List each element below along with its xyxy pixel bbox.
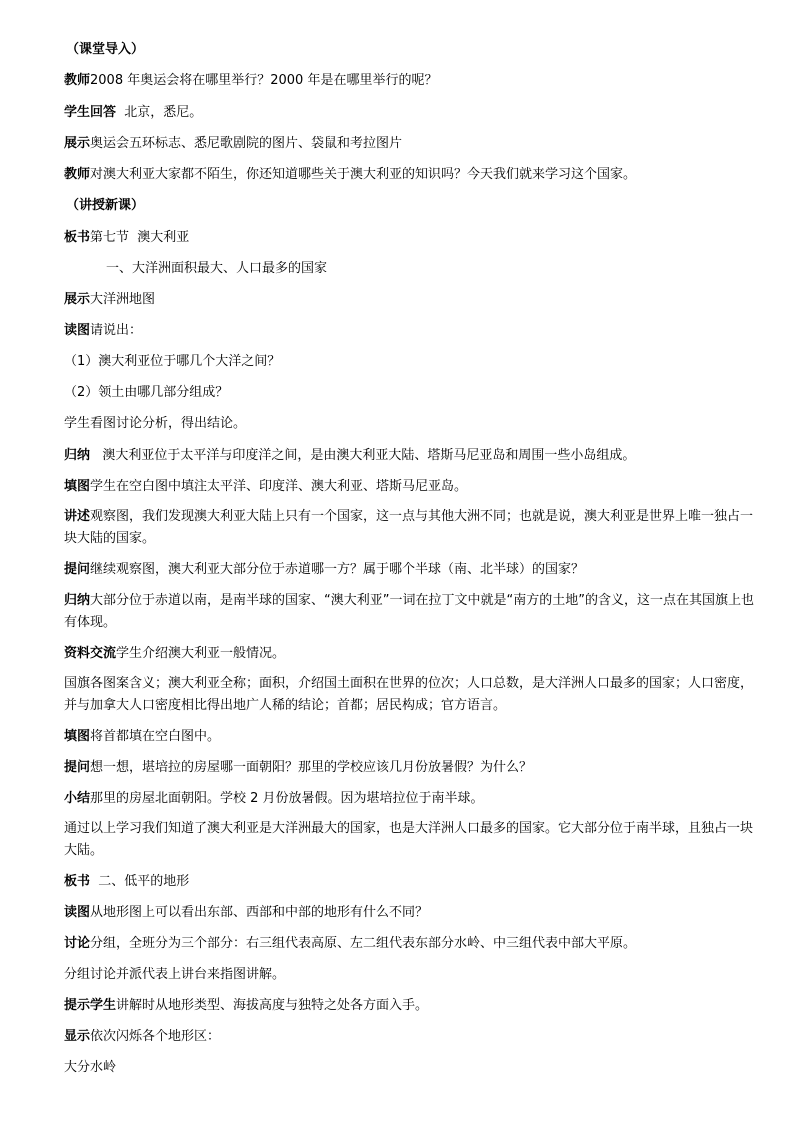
- paragraph: 提问想一想，堪培拉的房屋哪一面朝阳？那里的学校应该几月份放暑假？为什么？: [64, 760, 533, 775]
- paragraph: 学生回答 北京，悉尼。: [64, 105, 203, 120]
- list-item: （1）澳大利亚位于哪几个大洋之间？: [64, 354, 281, 369]
- paragraph: 填图将首都填在空白图中。: [64, 729, 221, 744]
- paragraph: 小结那里的房屋北面朝阳。学校 2 月份放暑假。因为堪培拉位于南半球。: [64, 791, 484, 806]
- paragraph: 读图从地形图上可以看出东部、西部和中部的地形有什么不同？: [64, 905, 429, 920]
- paragraph: 资料交流学生介绍澳大利亚一般情况。: [64, 646, 286, 661]
- paragraph: 填图学生在空白图中填注太平洋、印度洋、澳大利亚、塔斯马尼亚岛。: [64, 479, 468, 494]
- paragraph: 提示学生讲解时从地形类型、海拔高度与独特之处各方面入手。: [64, 998, 429, 1013]
- paragraph: 国旗各图案含义；澳大利亚全称；面积，介绍国土面积在世界的位次；人口总数，是大洋洲人口最多的国家；人口密度，并与加拿大人口密度相比得出地广人稀的结论；首都；居民构成；官方语言。: [64, 676, 754, 713]
- paragraph: 归纳大部分位于赤道以南，是南半球的国家、“澳大利亚”一词在拉丁文中就是“南方的土地”的含义，这一点在其国旗上也有体现。: [64, 593, 754, 630]
- paragraph: 展示大洋洲地图: [64, 292, 156, 307]
- paragraph: 学生看图讨论分析，得出结论。: [64, 416, 247, 431]
- paragraph: 板书 二、低平的地形: [64, 874, 190, 889]
- paragraph: 归纳 澳大利亚位于太平洋与印度洋之间，是由澳大利亚大陆、塔斯马尼亚岛和周围一些小岛组成。: [64, 448, 636, 463]
- paragraph: 教师2008 年奥运会将在哪里举行？2000 年是在哪里举行的呢？: [64, 73, 438, 88]
- paragraph: 板书第七节 澳大利亚: [64, 230, 190, 245]
- paragraph: 讨论分组，全班分为三个部分：右三组代表高原、左二组代表东部分水岭、中三组代表中部大平原。: [64, 936, 637, 951]
- subheading: 一、大洋洲面积最大、人口最多的国家: [106, 261, 328, 276]
- paragraph: 大分水岭: [64, 1060, 117, 1075]
- section-heading-new-lesson: （讲授新课）: [66, 198, 145, 213]
- paragraph: 教师对澳大利亚大家都不陌生，你还知道哪些关于澳大利亚的知识吗？今天我们就来学习这个国家。: [64, 167, 637, 182]
- list-item: （2）领土由哪几部分组成？: [64, 385, 229, 400]
- paragraph: 读图请说出：: [64, 323, 143, 338]
- paragraph: 显示依次闪烁各个地形区：: [64, 1029, 221, 1044]
- paragraph: 展示奥运会五环标志、悉尼歌剧院的图片、袋鼠和考拉图片: [64, 136, 403, 151]
- paragraph: 讲述观察图，我们发现澳大利亚大陆上只有一个国家，这一点与其他大洲不同；也就是说，澳大利亚是世界上唯一独占一块大陆的国家。: [64, 509, 754, 546]
- paragraph: 分组讨论并派代表上讲台来指图讲解。: [64, 967, 286, 982]
- paragraph: 提问继续观察图，澳大利亚大部分位于赤道哪一方？属于哪个半球（南、北半球）的国家？: [64, 562, 585, 577]
- section-heading-intro: （课堂导入）: [66, 42, 145, 57]
- paragraph: 通过以上学习我们知道了澳大利亚是大洋洲最大的国家，也是大洋洲人口最多的国家。它大部分位于南半球，且独占一块大陆。: [64, 821, 754, 858]
